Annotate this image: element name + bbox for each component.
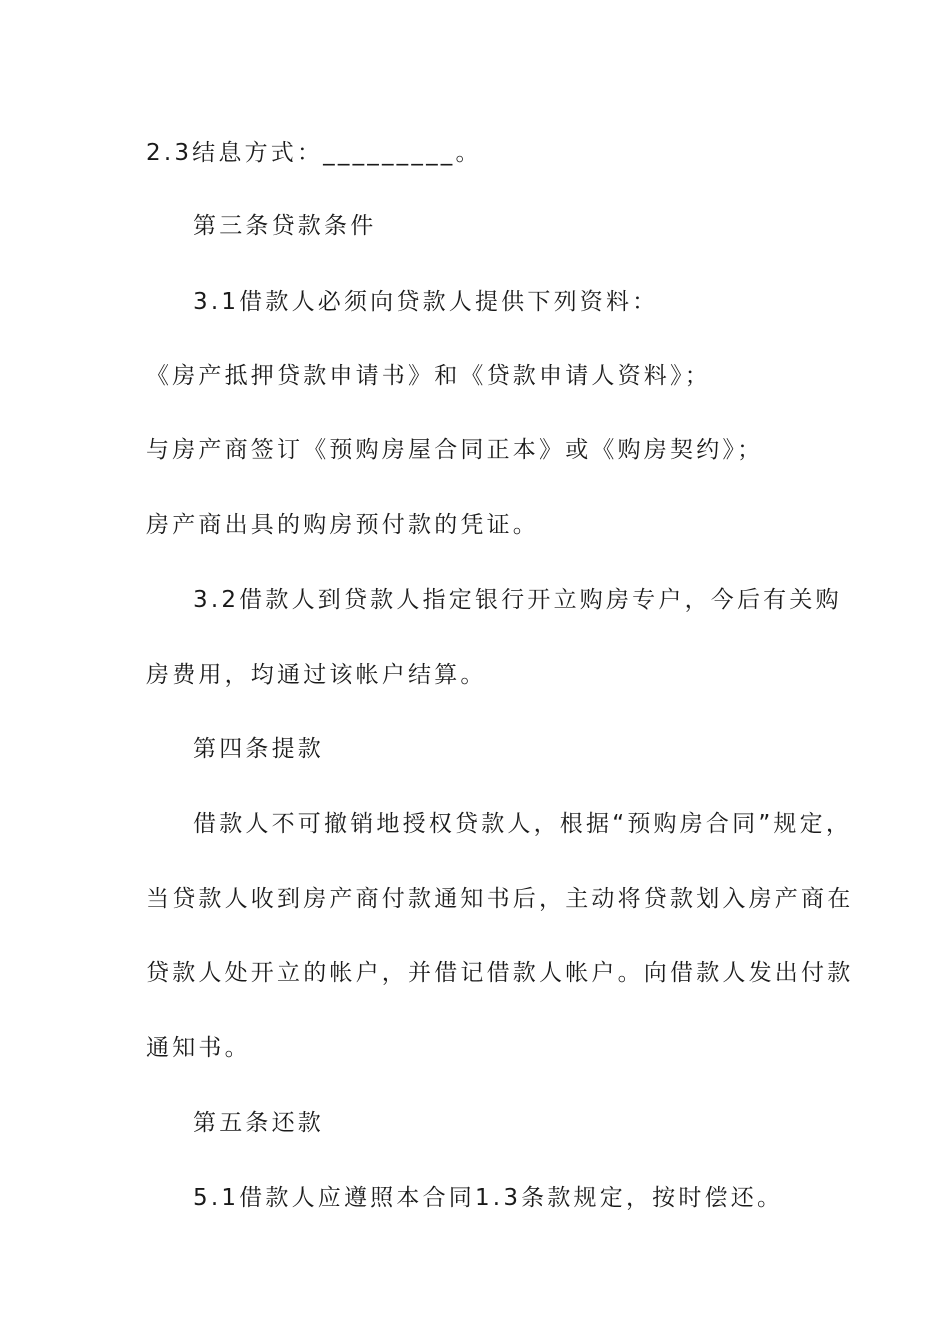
article-4-line-4: 通知书。 (146, 1035, 251, 1061)
clause-5-1: 5.1借款人应遵照本合同1.3条款规定，按时偿还。 (193, 1185, 784, 1211)
clause-2-3-interest-method: 2.3结息方式：_________。 (146, 140, 482, 166)
document-item-1: 《房产抵押贷款申请书》和《贷款申请人资料》； (146, 363, 711, 389)
article-4-line-2: 当贷款人收到房产商付款通知书后，主动将贷款划入房产商在 (146, 886, 854, 912)
article-4-line-3: 贷款人处开立的帐户，并借记借款人帐户。向借款人发出付款 (146, 960, 854, 986)
document-item-3: 房产商出具的购房预付款的凭证。 (146, 512, 539, 538)
article-3-heading: 第三条贷款条件 (193, 213, 377, 239)
article-4-line-1: 借款人不可撤销地授权贷款人，根据“预购房合同”规定， (193, 811, 853, 837)
clause-3-1: 3.1借款人必须向贷款人提供下列资料： (193, 289, 659, 315)
article-4-heading: 第四条提款 (193, 736, 324, 762)
document-item-2: 与房产商签订《预购房屋合同正本》或《购房契约》； (146, 437, 764, 463)
clause-3-2-line-2: 房费用，均通过该帐户结算。 (146, 662, 487, 688)
article-5-heading: 第五条还款 (193, 1110, 324, 1136)
clause-3-2-line-1: 3.2借款人到贷款人指定银行开立购房专户，今后有关购 (193, 587, 842, 613)
